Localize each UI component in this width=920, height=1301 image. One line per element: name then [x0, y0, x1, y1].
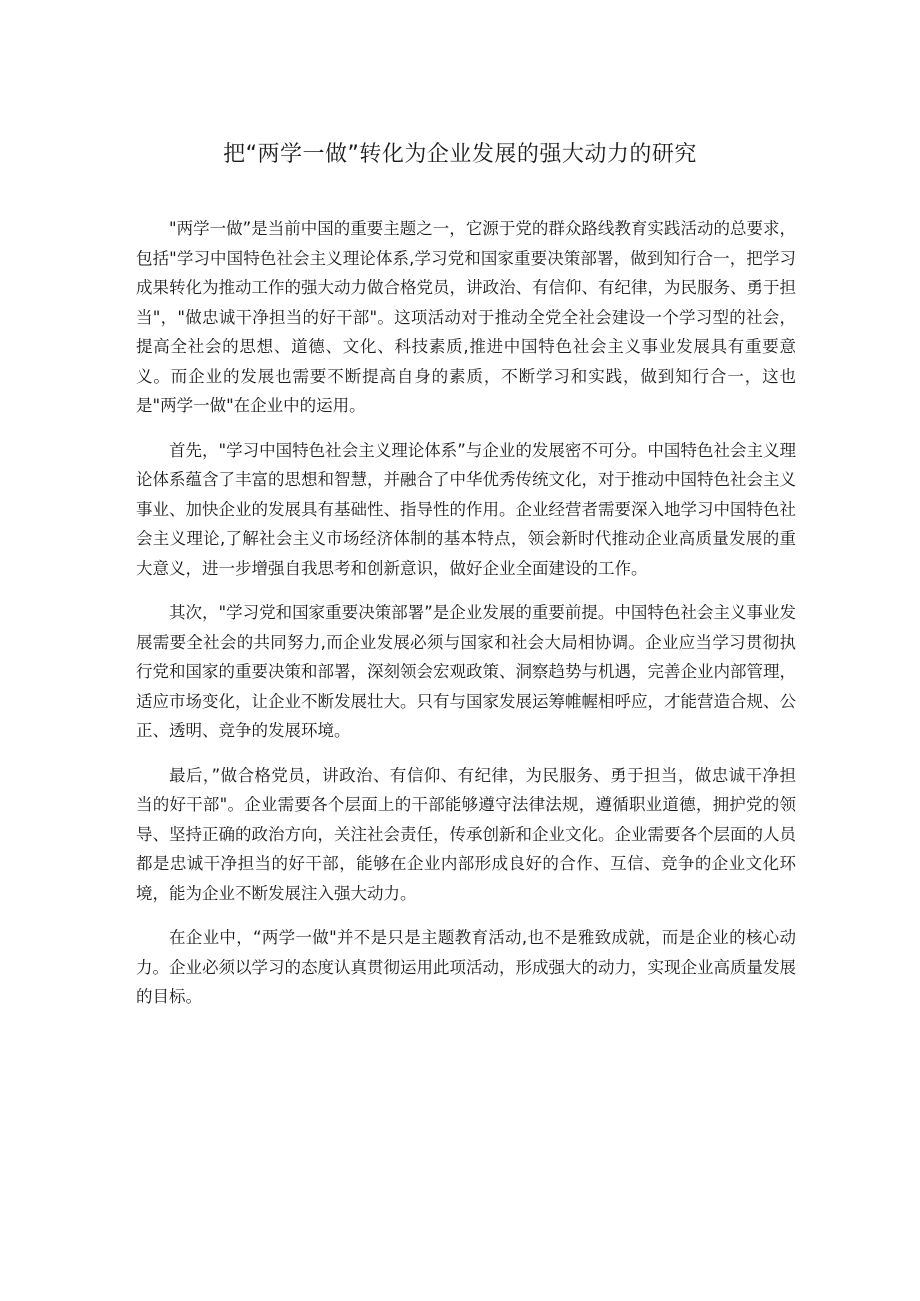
document-title: 把“两学一做”转化为企业发展的强大动力的研究 — [223, 142, 697, 167]
paragraph-second: 其次，"学习党和国家重要决策部署”是企业发展的重要前提。中国特色社会主义事业发展需要全社会的共同努力,而企业发展必须与国家和社会大局相协调。企业应当学习贯彻执行党和国家的重要决策和部署，深刻领会宏观政策、洞察趋势与机遇，完善企业内部管理，适应市场变化，让企业不断发展壮大。只有与国家发展运筹帷幄相呼应，才能营造合规、公正、透明、竞争的发展环境。 — [136, 603, 796, 740]
paragraph-conclusion: 在企业中，“两学一做"并不是只是主题教育活动,也不是雅致成就，而是企业的核心动力。企业必须以学习的态度认真贯彻运用此项活动，形成强大的动力，实现企业高质量发展的目标。 — [136, 928, 796, 1006]
paragraph-third: 最后，”做合格党员，讲政治、有信仰、有纪律，为民服务、勇于担当，做忠诚干净担当的好干部"。企业需要各个层面上的干部能够遵守法律法规，遵循职业道德，拥护党的领导、坚持正确的政治方向，关注社会责任，传承创新和企业文化。企业需要各个层面的人员都是忠诚干净担当的好干部，能够在企业内部形成良好的合作、互信、竞争的企业文化环境，能为企业不断发展注入强大动力。 — [136, 765, 796, 903]
paragraph-first: 首先，"学习中国特色社会主义理论体系”与企业的发展密不可分。中国特色社会主义理论体系蕴含了丰富的思想和智慧，并融合了中华优秀传统文化，对于推动中国特色社会主义事业、加快企业的发展具有基础性、指导性的作用。企业经营者需要深入地学习中国特色社会主义理论,了解社会主义市场经济体制的基本特点，领会新时代推动企业高质量发展的重大意义，进一步增强自我思考和创新意识，做好企业全面建设的工作。 — [136, 440, 796, 578]
paragraph-intro: "两学一做”是当前中国的重要主题之一，它源于党的群众路线教育实践活动的总要求，包括"学习中国特色社会主义理论体系,学习党和国家重要决策部署，做到知行合一，把学习成果转化为推动工作的强大动力做合格党员，讲政治、有信仰、有纪律，为民服务、勇于担当"，"做忠诚干净担当的好干部"。这项活动对于推动全党全社会建设一个学习型的社会，提高全社会的思想、道德、文化、科技素质,推进中国特色社会主义事业发展具有重要意义。而企业的发展也需要不断提高自身的素质，不断学习和实践，做到知行合一，这也是"两学一做"在企业中的运用。 — [136, 219, 796, 415]
document-body — [136, 214, 796, 1027]
